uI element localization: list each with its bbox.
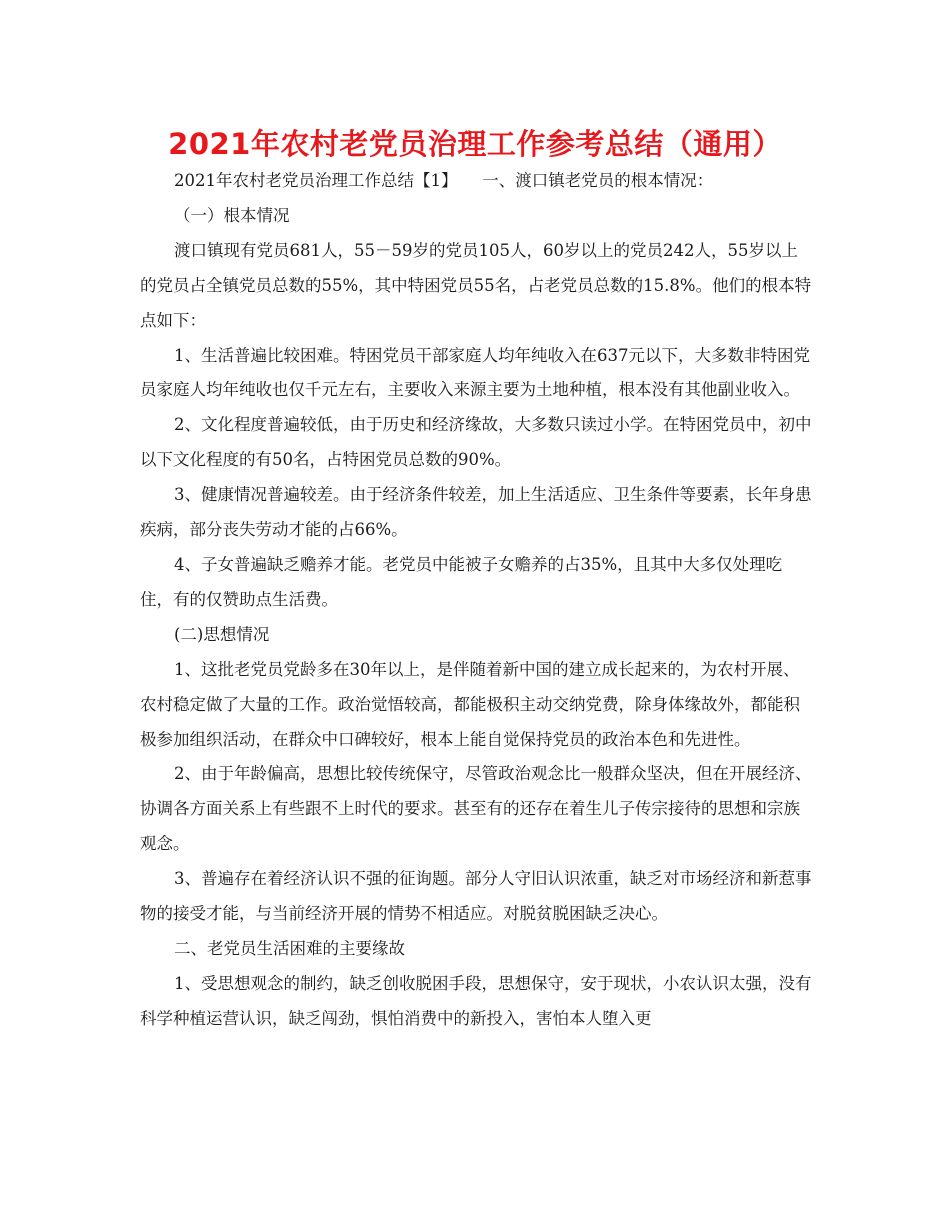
paragraph-thought-2: 2、由于年龄偏高，思想比较传统保守，尽管政治观念比一般群众坚决，但在开展经济、协调各方面关系上有些跟不上时代的要求。甚至有的还存在着生儿子传宗接待的思想和宗族观念。: [140, 764, 812, 854]
paragraph-thought-3: 3、普遍存在着经济认识不强的征询题。部分人守旧认识浓重，缺乏对市场经济和新惹事物的接受才能，与当前经济开展的情势不相适应。对脱贫脱困缺乏决心。: [140, 869, 812, 924]
paragraph-overview: 渡口镇现有党员681人，55－59岁的党员105人，60岁以上的党员242人，55岁以上的党员占全镇党员总数的55%，其中特困党员55名，占老党员总数的15.8%。他们的根本特点如下：: [140, 240, 812, 330]
section-heading-causes: 二、老党员生活困难的主要缘故: [174, 938, 405, 958]
section-heading-basic: （一）根本情况: [174, 205, 290, 225]
paragraph-item-4: 4、子女普遍缺乏赡养才能。老党员中能被子女赡养的占35%，且其中大多仅处理吃住，有的仅赞助点生活费。: [140, 554, 783, 609]
section-heading-thought: (二)思想情况: [174, 624, 270, 644]
paragraph-intro: 2021年农村老党员治理工作总结【1】 一、渡口镇老党员的根本情况：: [174, 171, 714, 190]
paragraph-item-2: 2、文化程度普遍较低，由于历史和经济缘故，大多数只读过小学。在特困党员中，初中以下文化程度的有50名，占特困党员总数的90%。: [140, 415, 812, 470]
document-title: 2021年农村老党员治理工作参考总结（通用）: [168, 127, 782, 161]
document-body: [140, 164, 812, 1037]
paragraph-cause-1: 1、受思想观念的制约，缺乏创收脱困手段，思想保守，安于现状，小农认识太强，没有科学种植运营认识，缺乏闯劲，惧怕消费中的新投入，害怕本人堕入更: [140, 973, 812, 1028]
paragraph-item-1: 1、生活普遍比较困难。特困党员干部家庭人均年纯收入在637元以下，大多数非特困党员家庭人均年纯收也仅千元左右，主要收入来源主要为土地种植，根本没有其他副业收入。: [140, 345, 810, 400]
paragraph-item-3: 3、健康情况普遍较差。由于经济条件较差，加上生活适应、卫生条件等要素，长年身患疾病，部分丧失劳动才能的占66%。: [140, 485, 812, 540]
paragraph-thought-1: 1、这批老党员党龄多在30年以上，是伴随着新中国的建立成长起来的，为农村开展、农村稳定做了大量的工作。政治觉悟较高，都能极积主动交纳党费，除身体缘故外，都能积极参加组织活动，在群众中口碑较好，根本上能自觉保持党员的政治本色和先进性。: [140, 659, 800, 749]
